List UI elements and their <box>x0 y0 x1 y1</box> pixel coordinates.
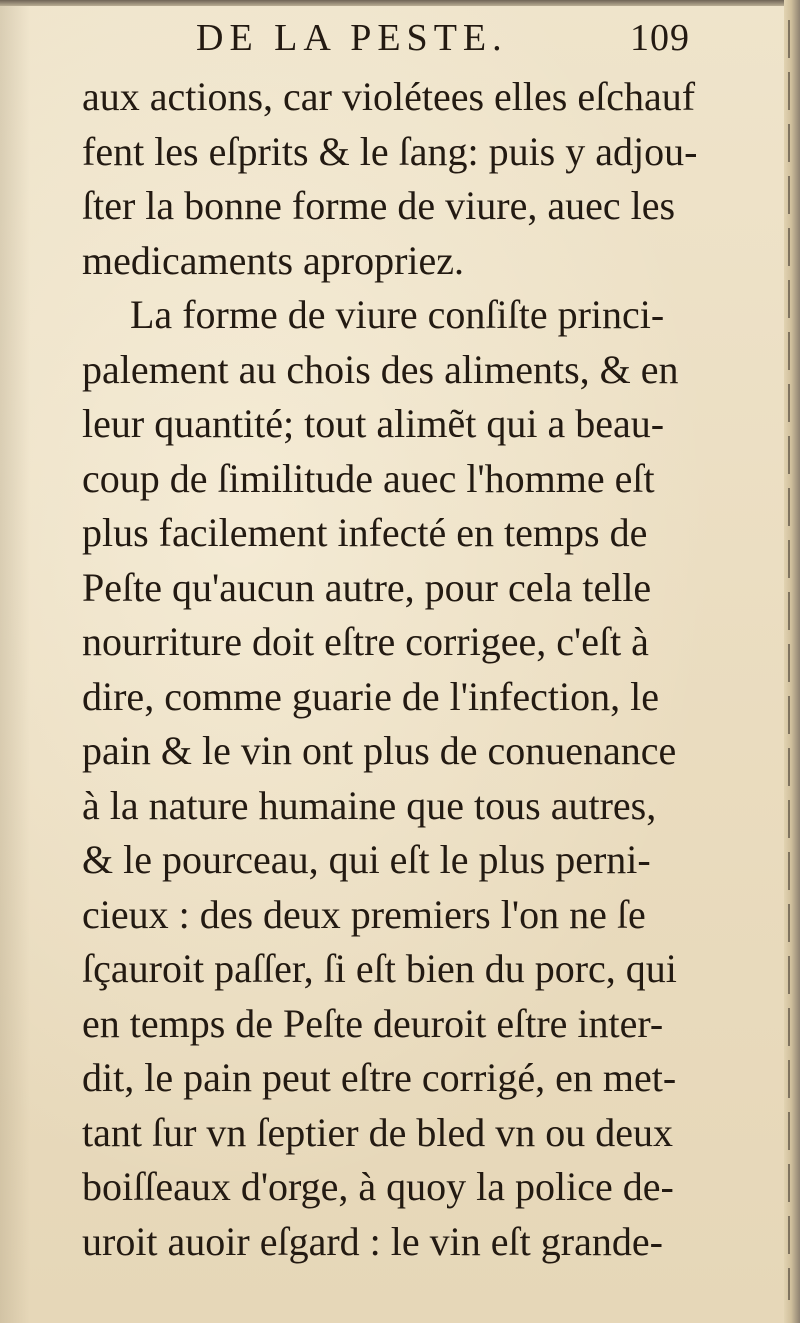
text-line: plus facilement infecté en temps de <box>82 510 648 555</box>
text-line: aux actions, car violétees elles eſchauf <box>82 74 696 119</box>
running-head-title: DE LA PESTE. <box>196 17 508 59</box>
text-line: coup de ſimilitude auec l'homme eſt <box>82 455 655 501</box>
text-line: Peſte qu'aucun autre, pour cela telle <box>82 564 652 610</box>
text-line: en temps de Peſte deuroit eſtre inter- <box>82 1000 664 1046</box>
text-line: tant ſur vn ſeptier de bled vn ou deux <box>82 1109 673 1155</box>
page-number: 109 <box>630 17 690 59</box>
text-line: pain & le vin ont plus de conuenance <box>82 728 677 773</box>
page-fore-edge <box>784 0 800 1323</box>
running-head <box>196 16 696 64</box>
text-line: leur quantité; tout alimẽt qui a beau- <box>82 401 665 446</box>
text-line: & le pourceau, qui eſt le plus perni- <box>82 837 651 882</box>
text-line: nourriture doit eſtre corrigee, c'eſt à <box>82 619 649 664</box>
text-line: ſter la bonne forme de viure, auec les <box>82 183 676 228</box>
gutter-shadow <box>0 0 30 1323</box>
text-line: palement au chois des aliments, & en <box>82 346 679 392</box>
text-line: boiſſeaux d'orge, à quoy la police de- <box>82 1164 674 1209</box>
text-line: fent les eſprits & le ſang: puis y adjou- <box>82 128 698 174</box>
body-text <box>82 70 722 1269</box>
text-line: dit, le pain peut eſtre corrigé, en met- <box>82 1055 677 1100</box>
text-line: uroit auoir eſgard : le vin eſt grande- <box>82 1218 663 1264</box>
paragraph-first-line: La forme de viure conſiſte princi- <box>130 292 665 337</box>
text-line: à la nature humaine que tous autres, <box>82 782 657 828</box>
text-line: dire, comme guarie de l'infection, le <box>82 673 659 719</box>
text-line: ſçauroit paſſer, ſi eſt bien du porc, qui <box>82 946 677 991</box>
text-line: cieux : des deux premiers l'on ne ſe <box>82 891 646 937</box>
text-line: medicaments apropriez. <box>82 237 465 283</box>
fore-edge-shadow-line <box>788 20 790 1300</box>
page-top-edge <box>0 0 800 6</box>
